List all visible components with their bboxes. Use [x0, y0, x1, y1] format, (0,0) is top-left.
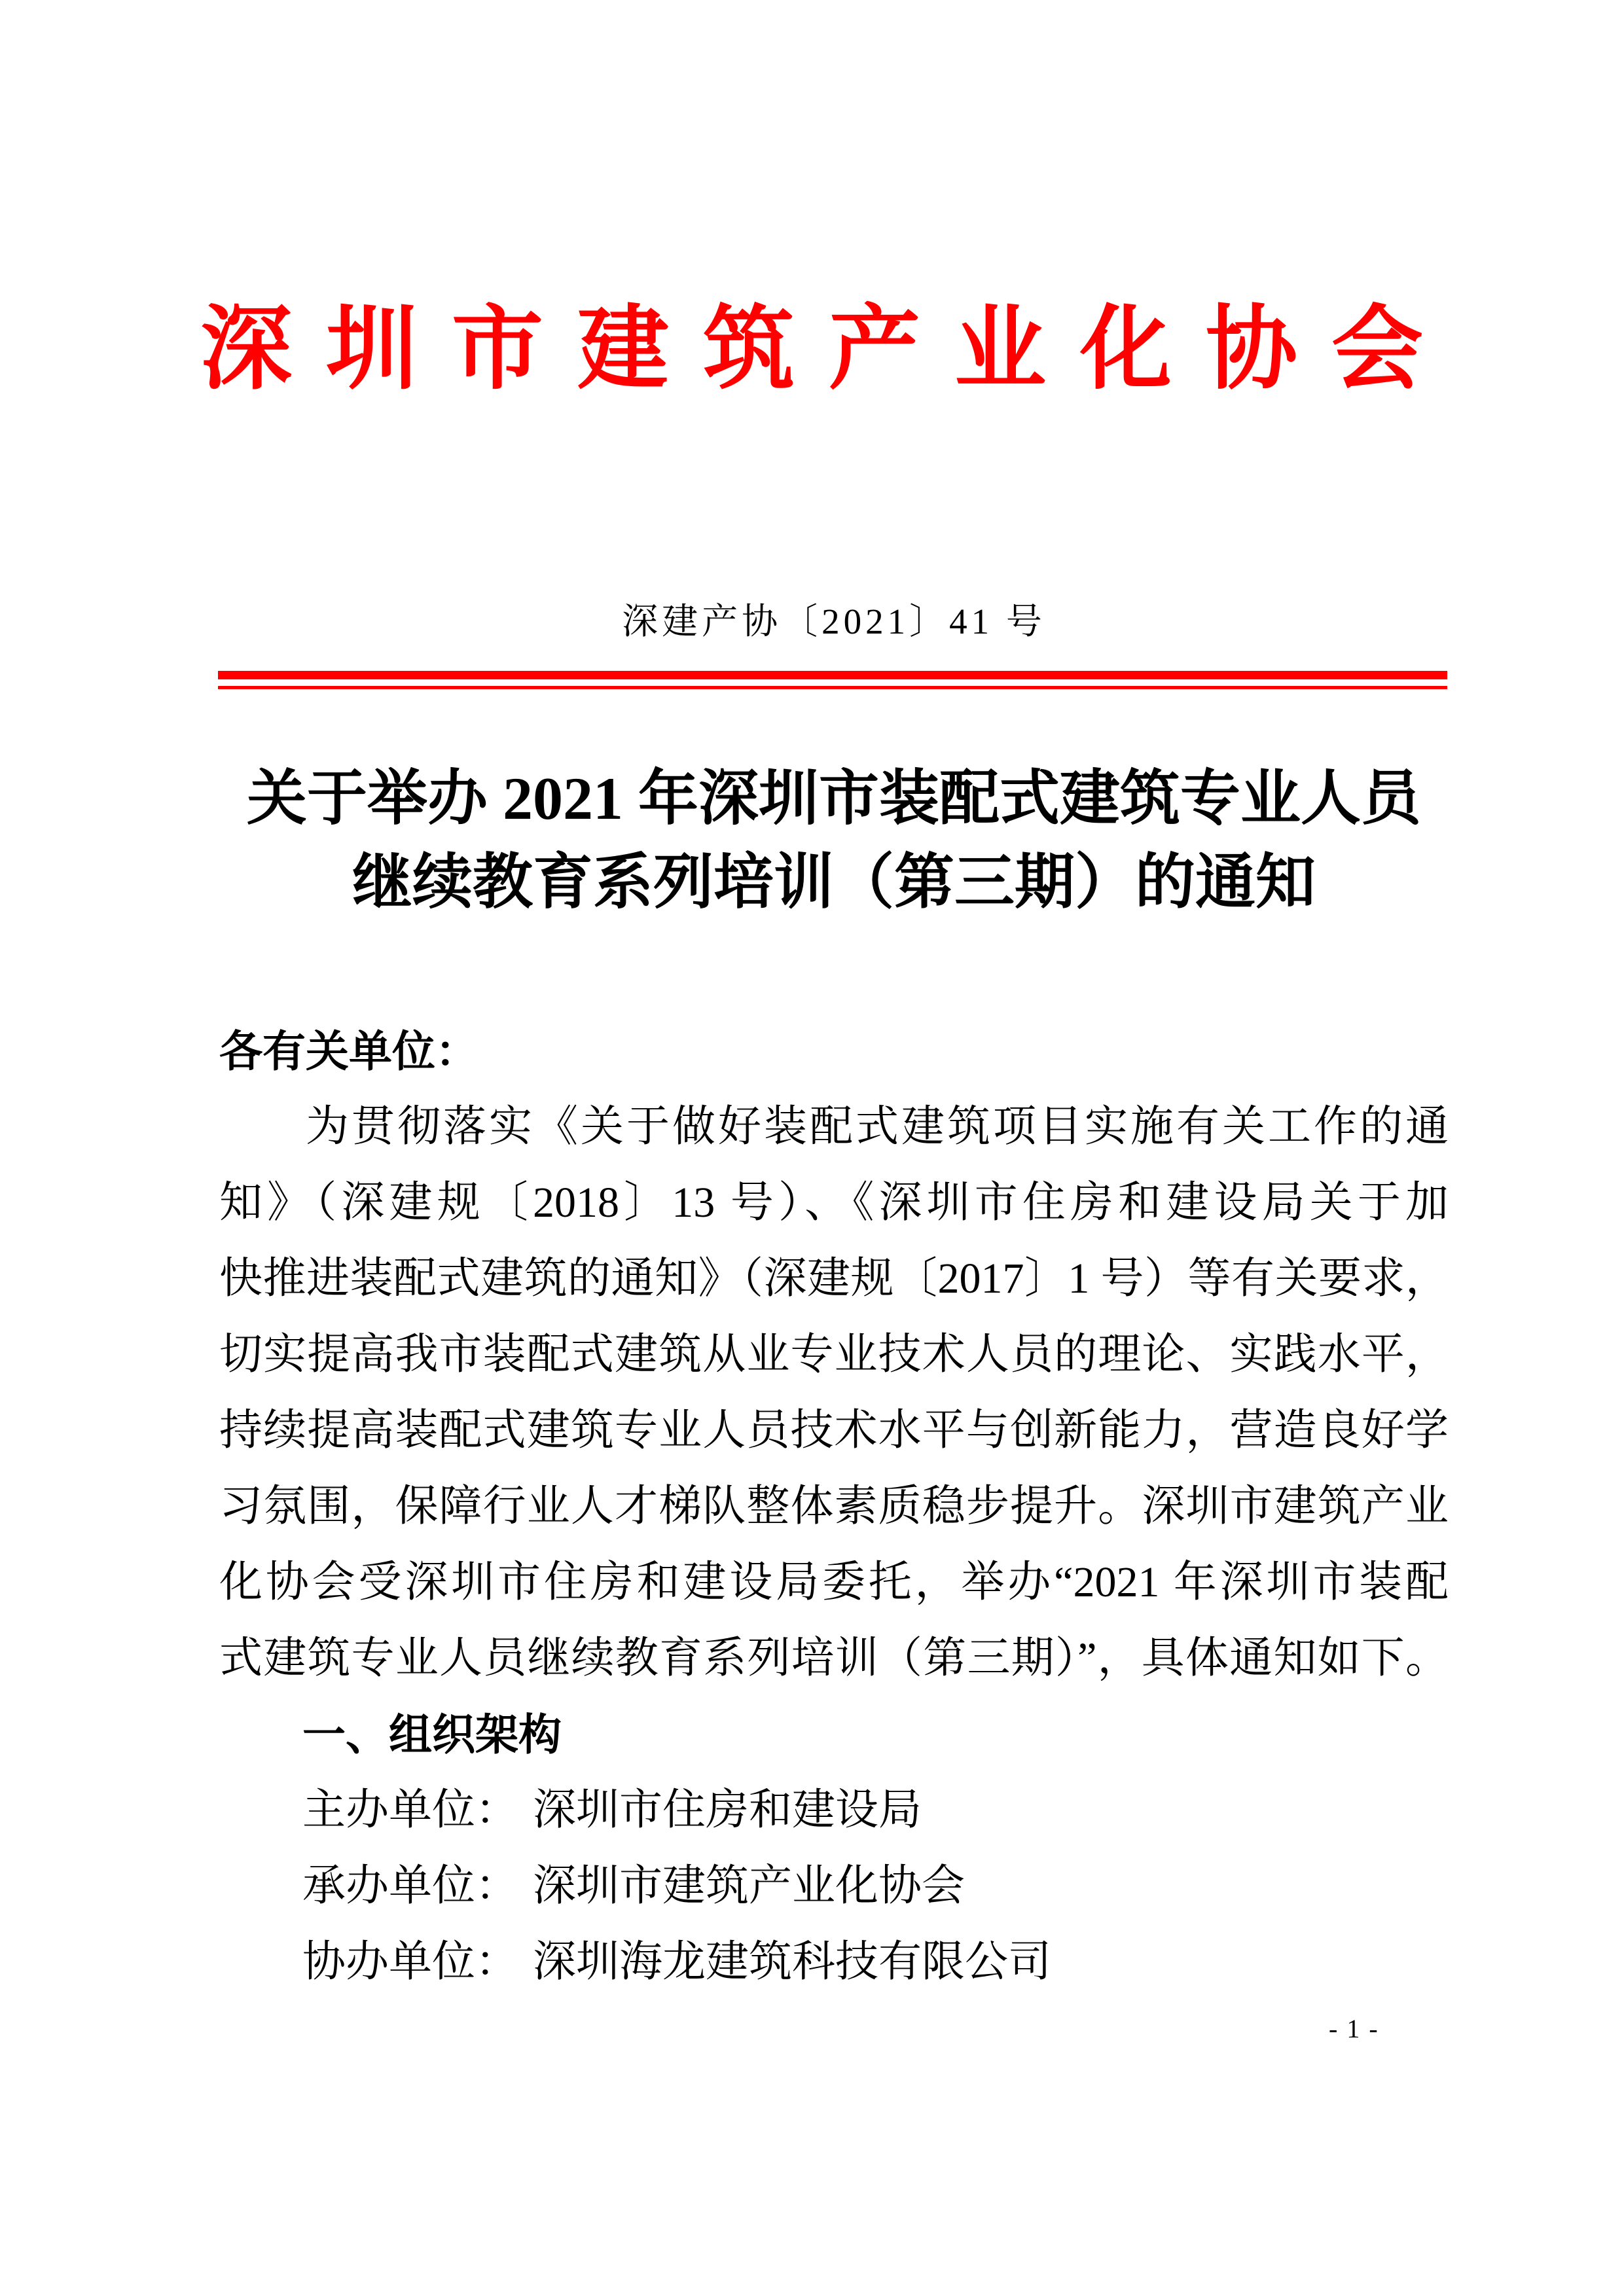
org-value: 深圳市住房和建设局 [533, 1786, 922, 1834]
body-paragraph-line: 化协会受深圳市住房和建设局委托，举办“2021 年深圳市装配 [219, 1558, 1449, 1606]
document-title-line2: 继续教育系列培训（第三期）的通知 [352, 849, 1316, 916]
document-reference-number: 深建产协〔2021〕41 号 [622, 601, 1046, 641]
document-body [219, 1013, 1449, 2000]
org-line-coorganizer [219, 1924, 1449, 2000]
org-label: 承办单位： [302, 1862, 518, 1910]
body-paragraph-line: 式建筑专业人员继续教育系列培训（第三期）”，具体通知如下。 [219, 1634, 1449, 1682]
document-title [196, 757, 1471, 924]
body-paragraph-line: 快推进装配式建筑的通知》（深建规〔2017〕1 号）等有关要求， [219, 1255, 1449, 1302]
org-value: 深圳市建筑产业化协会 [533, 1862, 965, 1910]
page-number: - 1 - [1329, 2014, 1379, 2043]
org-value: 深圳海龙建筑科技有限公司 [533, 1938, 1051, 1986]
letterhead-separator-thick-rule [218, 671, 1447, 679]
letterhead-separator-thin-rule [218, 686, 1447, 689]
org-label: 主办单位： [302, 1786, 518, 1834]
section-heading-organization: 一、组织架构 [302, 1710, 562, 1759]
body-paragraph-line: 持续提高装配式建筑专业人员技术水平与创新能力，营造良好学 [219, 1407, 1449, 1454]
letterhead-org-title: 深圳市建筑产业化协会 [200, 299, 1457, 401]
body-paragraph-line: 为贯彻落实《关于做好装配式建筑项目实施有关工作的通 [306, 1103, 1449, 1151]
body-paragraph-line: 切实提高我市装配式建筑从业专业技术人员的理论、实践水平， [219, 1331, 1449, 1378]
org-line-undertaker [219, 1848, 1449, 1924]
body-paragraph-line: 知》（深建规〔2018〕13 号）、《深圳市住房和建设局关于加 [219, 1179, 1449, 1227]
org-line-host [219, 1772, 1449, 1848]
org-label: 协办单位： [302, 1938, 518, 1986]
body-paragraph-line: 习氛围，保障行业人才梯队整体素质稳步提升。深圳市建筑产业 [219, 1482, 1449, 1530]
salutation-line: 各有关单位： [219, 1027, 478, 1075]
document-title-line1: 关于举办 2021 年深圳市装配式建筑专业人员 [246, 765, 1421, 832]
